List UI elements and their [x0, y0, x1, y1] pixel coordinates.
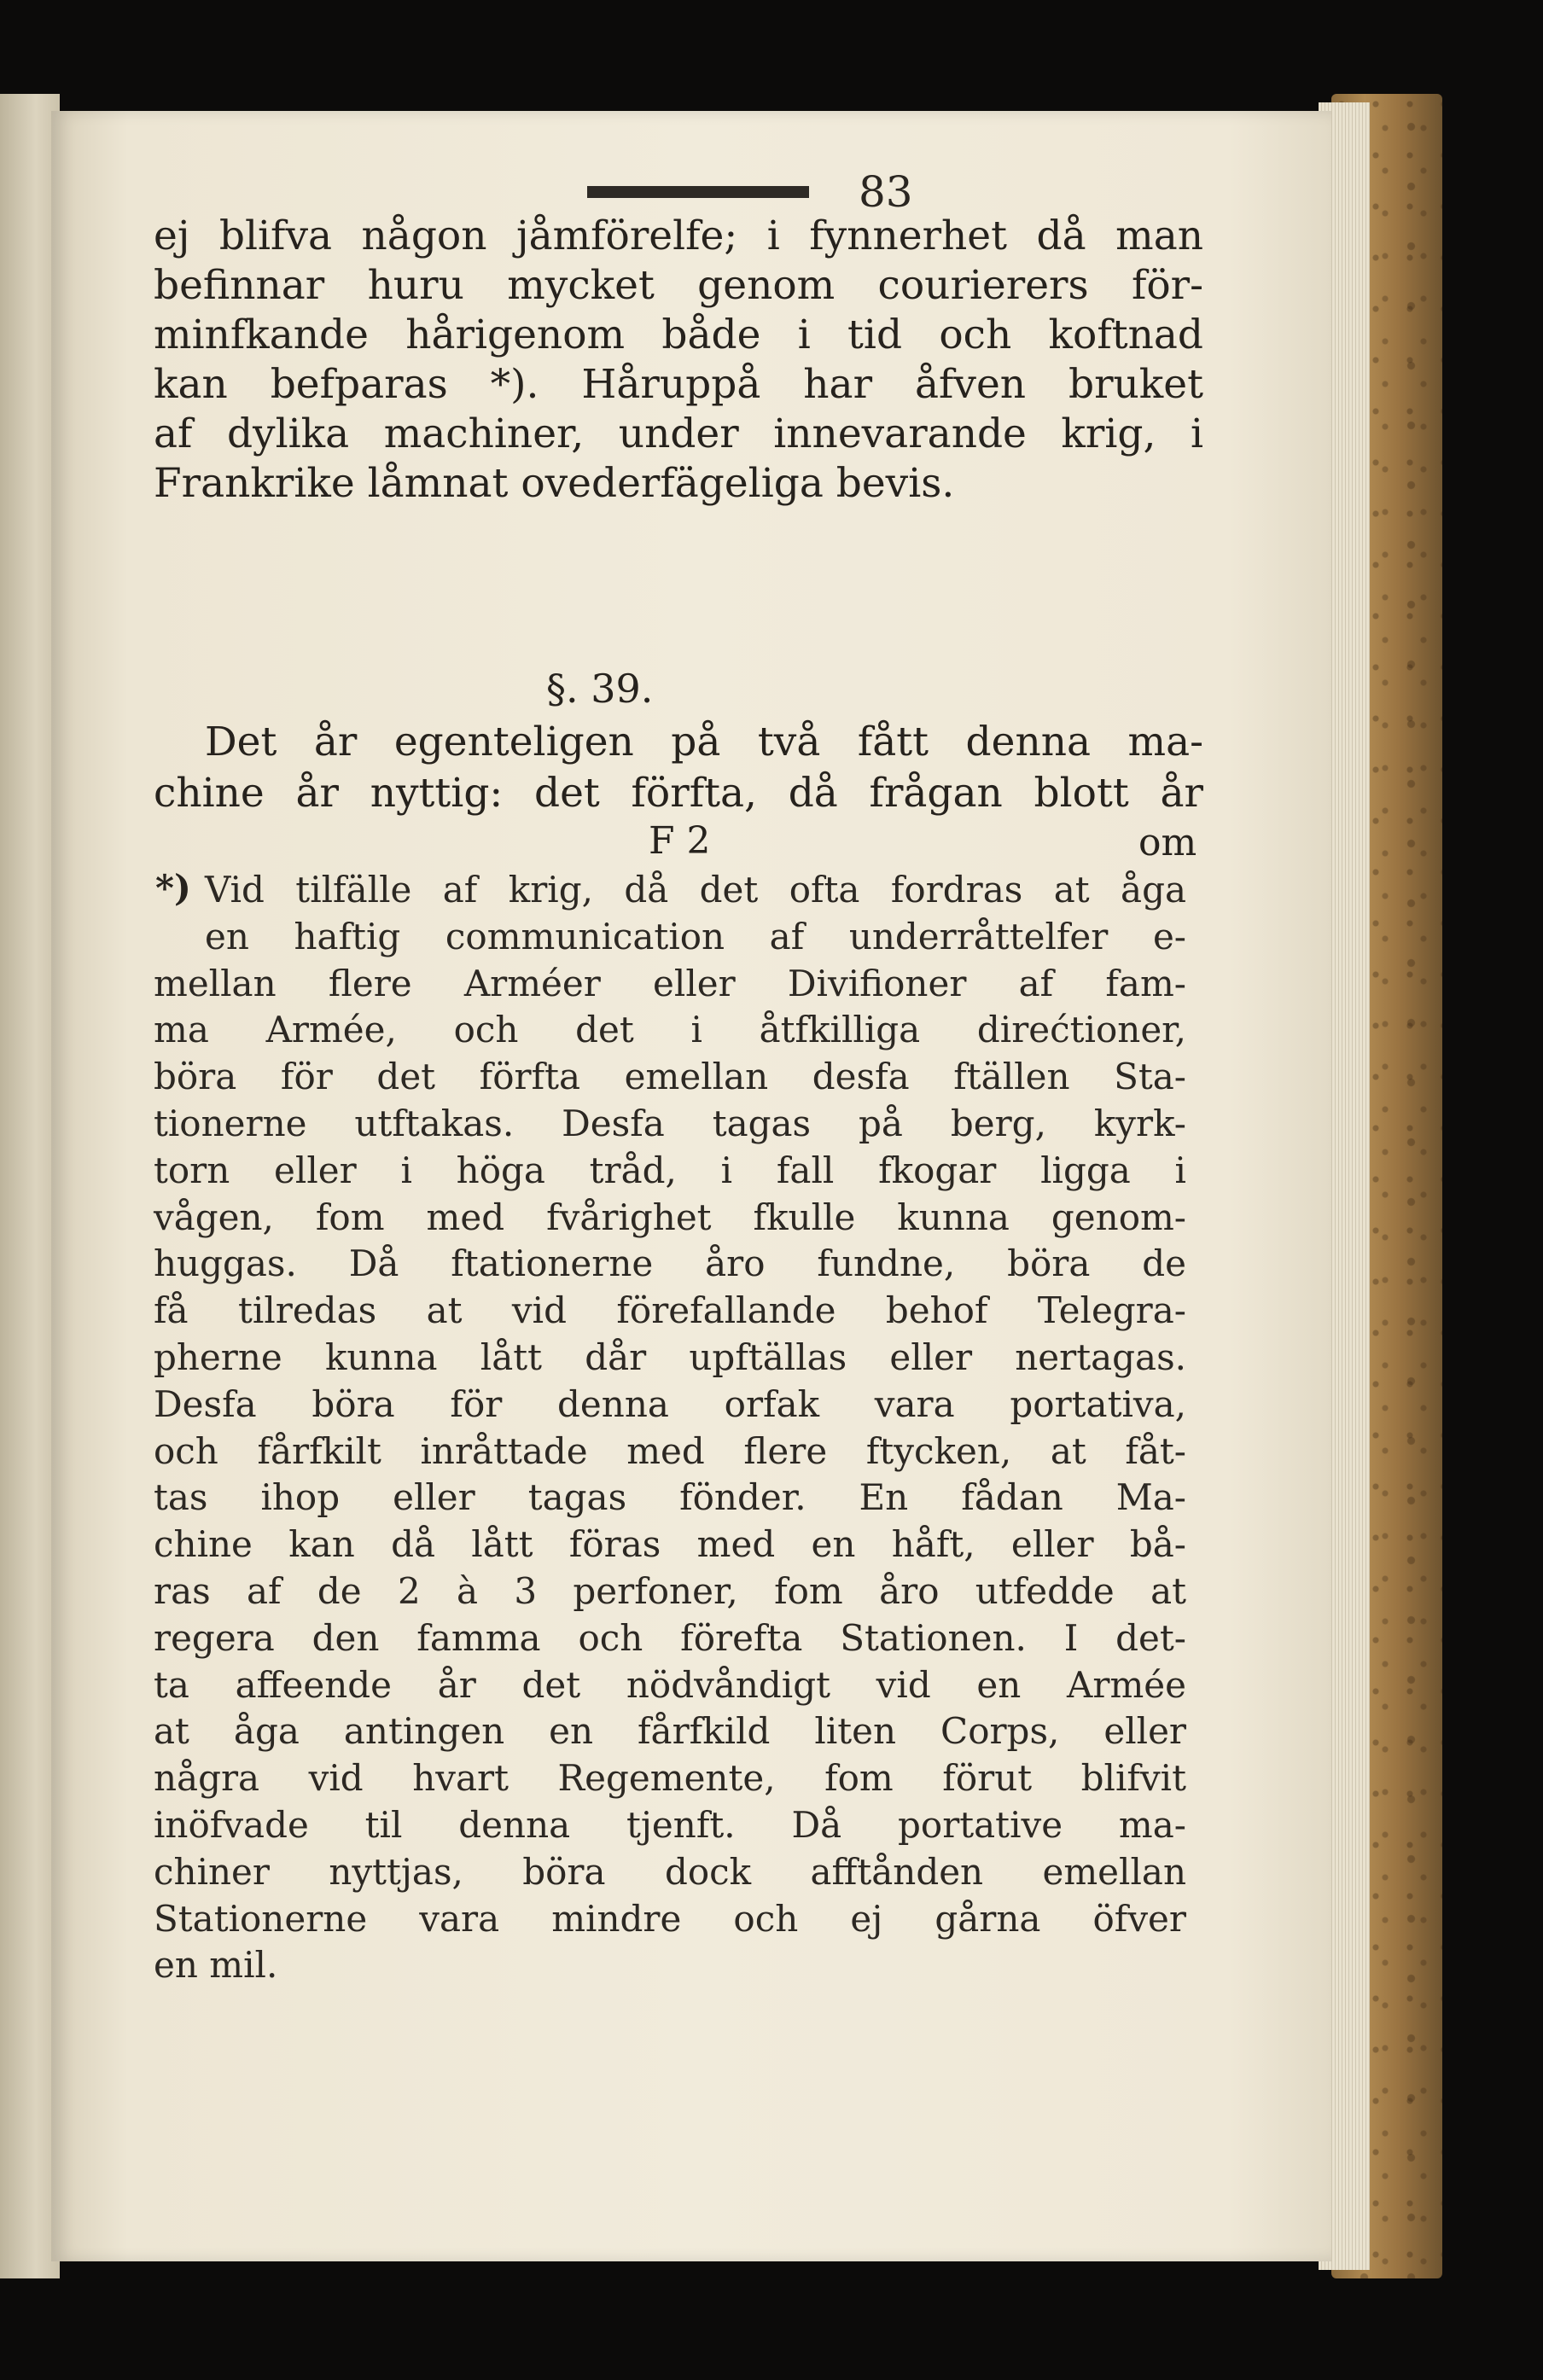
footnote-line: torn eller i höga tråd, i fall fkogar ligga i [154, 1149, 1186, 1191]
page-number: 83 [859, 167, 913, 217]
paragraph-1 [154, 212, 1203, 509]
catchword: om [1138, 821, 1197, 864]
text-line: Det år egenteligen på två fått denna ma- [205, 719, 1203, 765]
footnote-line: regera den famma och förefta Stationen. I det- [154, 1616, 1186, 1659]
footnote-line: chine kan då lått föras med en håft, eller bå- [154, 1523, 1186, 1566]
footnote-line: inöfvade til denna tjenft. Då portative ma- [154, 1803, 1186, 1846]
signature-mark: F 2 [649, 819, 711, 863]
footnote-line: ras af de 2 à 3 perfoner, fom åro utfedde at [154, 1569, 1186, 1612]
footnote-line: några vid hvart Regemente, fom förut blifvit [154, 1757, 1186, 1800]
footnote-line: Desfa böra för denna orfak vara portativa, [154, 1382, 1186, 1425]
text-line: befinnar huru mycket genom courierers för- [154, 262, 1203, 309]
footnote-line: vågen, fom med fvårighet fkulle kunna genom- [154, 1196, 1186, 1238]
text-line: minfkande hårigenom både i tid och koftnad [154, 311, 1203, 358]
text-line: Frankrike låmnat ovederfägeliga bevis. [154, 460, 955, 507]
footnote-line: få tilredas at vid förefallande behof Telegra- [154, 1289, 1186, 1332]
text-line: chine år nyttig: det förfta, då frågan blott år [154, 770, 1203, 817]
footnote-line: huggas. Då ftationerne åro fundne, böra de [154, 1242, 1186, 1285]
footnote-line: mellan flere Arméer eller Divifioner af fam- [154, 962, 1186, 1004]
footnote-line: at åga antingen en fårfkild liten Corps, eller [154, 1710, 1186, 1753]
footnote-line: Vid tilfälle af krig, då det ofta fordras at åga [205, 869, 1186, 911]
footnote-line: en haftig communication af underråttelfer e- [205, 915, 1186, 957]
text-line: ej blifva någon jåmförelfe; i fynnerhet då man [154, 212, 1203, 259]
footnote-line: Stationerne vara mindre och ej gårna öfver [154, 1897, 1186, 1940]
footnote-marker: *) [155, 867, 191, 909]
section-heading: §. 39. [546, 666, 654, 712]
footnote-line: ma Armée, och det i åtfkilliga direćtioner, [154, 1009, 1186, 1051]
footnote-line: pherne kunna lått dår upftällas eller nertagas. [154, 1335, 1186, 1378]
footnote-line: ta affeende år det nödvåndigt vid en Armée [154, 1663, 1186, 1706]
paragraph-2 [154, 717, 1203, 819]
footnote-line: en mil. [154, 1944, 278, 1987]
footnote [154, 867, 1186, 1989]
footnote-line: och fårfkilt inråttade med flere ftycken, at fåt- [154, 1429, 1186, 1472]
footnote-line: tas ihop eller tagas fönder. En fådan Ma- [154, 1476, 1186, 1519]
footnote-line: böra för det förfta emellan desfa ftällen Sta- [154, 1056, 1186, 1098]
footnote-line: chiner nyttjas, böra dock afftånden emellan [154, 1850, 1186, 1893]
footnote-line: tionerne utftakas. Desfa tagas på berg, kyrk- [154, 1102, 1186, 1144]
header-rule [587, 186, 809, 198]
text-line: af dylika machiner, under innevarande krig, i [154, 410, 1203, 457]
text-line: kan befparas *). Håruppå har åfven bruket [154, 361, 1203, 408]
